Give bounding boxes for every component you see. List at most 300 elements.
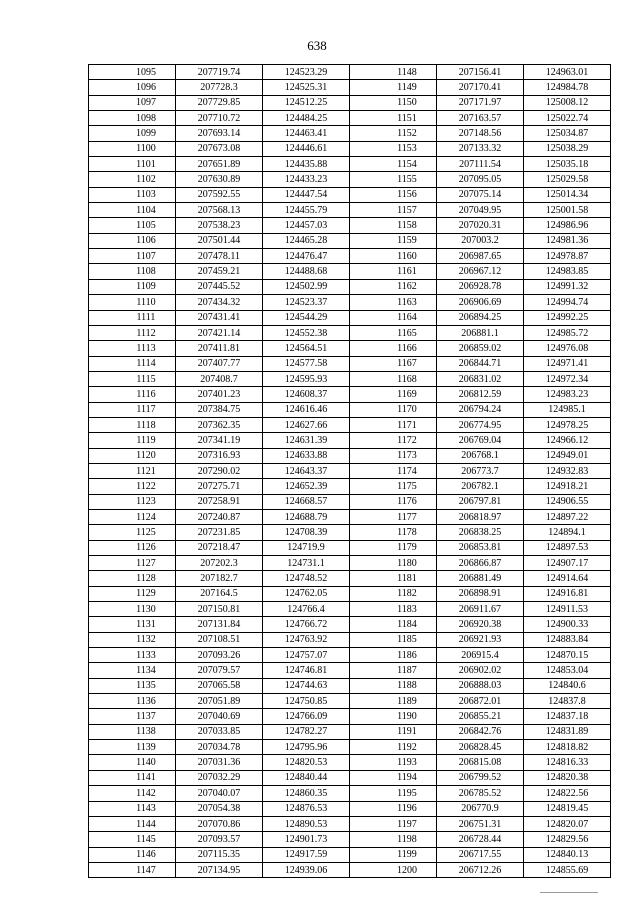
point-number-cell: 1172 (350, 433, 437, 448)
y-coordinate-cell: 124890.53 (263, 816, 350, 831)
y-coordinate-cell: 124916.81 (524, 586, 611, 601)
x-coordinate-cell: 207171.97 (437, 95, 524, 110)
point-number-cell: 1192 (350, 740, 437, 755)
y-coordinate-cell: 124939.06 (263, 862, 350, 877)
x-coordinate-cell: 207231.85 (176, 525, 263, 540)
point-number-cell: 1186 (350, 648, 437, 663)
y-coordinate-cell: 124985.72 (524, 325, 611, 340)
table-row (89, 279, 611, 294)
table-row (89, 417, 611, 432)
point-number-cell: 1146 (89, 847, 176, 862)
y-coordinate-cell: 125029.58 (524, 172, 611, 187)
y-coordinate-cell: 124917.59 (263, 847, 350, 862)
y-coordinate-cell: 124949.01 (524, 448, 611, 463)
x-coordinate-cell: 207240.87 (176, 509, 263, 524)
table-row (89, 694, 611, 709)
point-number-cell: 1154 (350, 157, 437, 172)
x-coordinate-cell: 207592.55 (176, 187, 263, 202)
y-coordinate-cell: 124484.25 (263, 111, 350, 126)
point-number-cell: 1131 (89, 617, 176, 632)
point-number-cell: 1135 (89, 678, 176, 693)
y-coordinate-cell: 125022.74 (524, 111, 611, 126)
y-coordinate-cell: 124831.89 (524, 724, 611, 739)
y-coordinate-cell: 124855.69 (524, 862, 611, 877)
x-coordinate-cell: 206920.38 (437, 617, 524, 632)
x-coordinate-cell: 207710.72 (176, 111, 263, 126)
table-row (89, 678, 611, 693)
y-coordinate-cell: 124746.81 (263, 663, 350, 678)
table-row (89, 832, 611, 847)
point-number-cell: 1193 (350, 755, 437, 770)
y-coordinate-cell: 124883.84 (524, 632, 611, 647)
point-number-cell: 1176 (350, 494, 437, 509)
table-row (89, 770, 611, 785)
y-coordinate-cell: 124971.41 (524, 356, 611, 371)
point-number-cell: 1188 (350, 678, 437, 693)
table-row (89, 218, 611, 233)
point-number-cell: 1200 (350, 862, 437, 877)
point-number-cell: 1108 (89, 264, 176, 279)
y-coordinate-cell: 124795.96 (263, 740, 350, 755)
point-number-cell: 1156 (350, 187, 437, 202)
y-coordinate-cell: 125001.58 (524, 203, 611, 218)
y-coordinate-cell: 124627.66 (263, 417, 350, 432)
table-row (89, 126, 611, 141)
x-coordinate-cell: 207033.85 (176, 724, 263, 739)
y-coordinate-cell: 124766.09 (263, 709, 350, 724)
y-coordinate-cell: 124433.23 (263, 172, 350, 187)
x-coordinate-cell: 207164.5 (176, 586, 263, 601)
y-coordinate-cell: 124763.92 (263, 632, 350, 647)
x-coordinate-cell: 207384.75 (176, 402, 263, 417)
y-coordinate-cell: 124819.45 (524, 801, 611, 816)
x-coordinate-cell: 207729.85 (176, 95, 263, 110)
y-coordinate-cell: 124455.79 (263, 203, 350, 218)
point-number-cell: 1126 (89, 540, 176, 555)
y-coordinate-cell: 124595.93 (263, 371, 350, 386)
x-coordinate-cell: 207693.14 (176, 126, 263, 141)
x-coordinate-cell: 207275.71 (176, 479, 263, 494)
point-number-cell: 1129 (89, 586, 176, 601)
point-number-cell: 1191 (350, 724, 437, 739)
y-coordinate-cell: 124643.37 (263, 463, 350, 478)
point-number-cell: 1182 (350, 586, 437, 601)
point-number-cell: 1125 (89, 525, 176, 540)
table-row (89, 233, 611, 248)
table-row (89, 847, 611, 862)
x-coordinate-cell: 207728.3 (176, 80, 263, 95)
y-coordinate-cell: 124837.8 (524, 694, 611, 709)
y-coordinate-cell: 124894.1 (524, 525, 611, 540)
y-coordinate-cell: 124876.53 (263, 801, 350, 816)
y-coordinate-cell: 124820.07 (524, 816, 611, 831)
x-coordinate-cell: 207421.14 (176, 325, 263, 340)
point-number-cell: 1142 (89, 786, 176, 801)
point-number-cell: 1163 (350, 295, 437, 310)
y-coordinate-cell: 124985.1 (524, 402, 611, 417)
y-coordinate-cell: 124512.25 (263, 95, 350, 110)
table-row (89, 95, 611, 110)
y-coordinate-cell: 125008.12 (524, 95, 611, 110)
y-coordinate-cell: 124829.56 (524, 832, 611, 847)
point-number-cell: 1159 (350, 233, 437, 248)
x-coordinate-cell: 207362.35 (176, 417, 263, 432)
table-row (89, 448, 611, 463)
x-coordinate-cell: 207651.89 (176, 157, 263, 172)
point-number-cell: 1167 (350, 356, 437, 371)
table-row (89, 586, 611, 601)
x-coordinate-cell: 207133.32 (437, 141, 524, 156)
x-coordinate-cell: 207258.91 (176, 494, 263, 509)
y-coordinate-cell: 124978.25 (524, 417, 611, 432)
coordinates-table-body (89, 65, 611, 878)
y-coordinate-cell: 124552.38 (263, 325, 350, 340)
table-row (89, 602, 611, 617)
y-coordinate-cell: 124900.33 (524, 617, 611, 632)
x-coordinate-cell: 206859.02 (437, 341, 524, 356)
y-coordinate-cell: 124994.74 (524, 295, 611, 310)
x-coordinate-cell: 206768.1 (437, 448, 524, 463)
x-coordinate-cell: 207218.47 (176, 540, 263, 555)
point-number-cell: 1104 (89, 203, 176, 218)
x-coordinate-cell: 207108.51 (176, 632, 263, 647)
x-coordinate-cell: 206928.78 (437, 279, 524, 294)
x-coordinate-cell: 207501.44 (176, 233, 263, 248)
x-coordinate-cell: 206881.49 (437, 571, 524, 586)
y-coordinate-cell: 124766.72 (263, 617, 350, 632)
y-coordinate-cell: 124983.23 (524, 387, 611, 402)
x-coordinate-cell: 207065.58 (176, 678, 263, 693)
table-row (89, 295, 611, 310)
x-coordinate-cell: 206866.87 (437, 556, 524, 571)
y-coordinate-cell: 124457.03 (263, 218, 350, 233)
x-coordinate-cell: 206838.25 (437, 525, 524, 540)
x-coordinate-cell: 207040.69 (176, 709, 263, 724)
x-coordinate-cell: 207434.32 (176, 295, 263, 310)
point-number-cell: 1157 (350, 203, 437, 218)
x-coordinate-cell: 207079.57 (176, 663, 263, 678)
y-coordinate-cell: 124978.87 (524, 249, 611, 264)
table-row (89, 525, 611, 540)
y-coordinate-cell: 124984.78 (524, 80, 611, 95)
point-number-cell: 1100 (89, 141, 176, 156)
table-row (89, 65, 611, 80)
x-coordinate-cell: 206770.9 (437, 801, 524, 816)
x-coordinate-cell: 207095.05 (437, 172, 524, 187)
x-coordinate-cell: 206872.01 (437, 694, 524, 709)
x-coordinate-cell: 206967.12 (437, 264, 524, 279)
y-coordinate-cell: 124757.07 (263, 648, 350, 663)
y-coordinate-cell: 124502.99 (263, 279, 350, 294)
y-coordinate-cell: 124631.39 (263, 433, 350, 448)
y-coordinate-cell: 124719.9 (263, 540, 350, 555)
point-number-cell: 1128 (89, 571, 176, 586)
page-number: 638 (307, 38, 327, 53)
point-number-cell: 1184 (350, 617, 437, 632)
y-coordinate-cell: 124907.17 (524, 556, 611, 571)
x-coordinate-cell: 206774.95 (437, 417, 524, 432)
table-row (89, 571, 611, 586)
point-number-cell: 1190 (350, 709, 437, 724)
x-coordinate-cell: 206773.7 (437, 463, 524, 478)
point-number-cell: 1195 (350, 786, 437, 801)
point-number-cell: 1196 (350, 801, 437, 816)
point-number-cell: 1173 (350, 448, 437, 463)
y-coordinate-cell: 124976.08 (524, 341, 611, 356)
y-coordinate-cell: 124840.44 (263, 770, 350, 785)
point-number-cell: 1171 (350, 417, 437, 432)
x-coordinate-cell: 207131.84 (176, 617, 263, 632)
y-coordinate-cell: 124608.37 (263, 387, 350, 402)
y-coordinate-cell: 124750.85 (263, 694, 350, 709)
y-coordinate-cell: 124966.12 (524, 433, 611, 448)
point-number-cell: 1095 (89, 65, 176, 80)
x-coordinate-cell: 206911.67 (437, 602, 524, 617)
point-number-cell: 1147 (89, 862, 176, 877)
y-coordinate-cell: 124991.32 (524, 279, 611, 294)
point-number-cell: 1133 (89, 648, 176, 663)
point-number-cell: 1127 (89, 556, 176, 571)
table-row (89, 755, 611, 770)
x-coordinate-cell: 206831.02 (437, 371, 524, 386)
point-number-cell: 1148 (350, 65, 437, 80)
x-coordinate-cell: 207111.54 (437, 157, 524, 172)
point-number-cell: 1120 (89, 448, 176, 463)
point-number-cell: 1138 (89, 724, 176, 739)
y-coordinate-cell: 124820.53 (263, 755, 350, 770)
point-number-cell: 1139 (89, 740, 176, 755)
y-coordinate-cell: 124820.38 (524, 770, 611, 785)
x-coordinate-cell: 206842.76 (437, 724, 524, 739)
x-coordinate-cell: 207568.13 (176, 203, 263, 218)
table-row (89, 141, 611, 156)
x-coordinate-cell: 206797.81 (437, 494, 524, 509)
x-coordinate-cell: 207156.41 (437, 65, 524, 80)
point-number-cell: 1164 (350, 310, 437, 325)
point-number-cell: 1155 (350, 172, 437, 187)
table-row (89, 632, 611, 647)
point-number-cell: 1132 (89, 632, 176, 647)
y-coordinate-cell: 124914.64 (524, 571, 611, 586)
x-coordinate-cell: 206828.45 (437, 740, 524, 755)
x-coordinate-cell: 206881.1 (437, 325, 524, 340)
point-number-cell: 1179 (350, 540, 437, 555)
point-number-cell: 1114 (89, 356, 176, 371)
x-coordinate-cell: 207445.52 (176, 279, 263, 294)
x-coordinate-cell: 206751.31 (437, 816, 524, 831)
y-coordinate-cell: 124523.37 (263, 295, 350, 310)
table-row (89, 371, 611, 386)
point-number-cell: 1112 (89, 325, 176, 340)
x-coordinate-cell: 206987.65 (437, 249, 524, 264)
point-number-cell: 1115 (89, 371, 176, 386)
y-coordinate-cell: 124906.55 (524, 494, 611, 509)
table-row (89, 172, 611, 187)
x-coordinate-cell: 206769.04 (437, 433, 524, 448)
y-coordinate-cell: 124544.29 (263, 310, 350, 325)
x-coordinate-cell: 206717.55 (437, 847, 524, 862)
point-number-cell: 1161 (350, 264, 437, 279)
table-row (89, 617, 611, 632)
x-coordinate-cell: 207163.57 (437, 111, 524, 126)
y-coordinate-cell: 124564.51 (263, 341, 350, 356)
point-number-cell: 1134 (89, 663, 176, 678)
y-coordinate-cell: 124972.34 (524, 371, 611, 386)
point-number-cell: 1144 (89, 816, 176, 831)
y-coordinate-cell: 124897.53 (524, 540, 611, 555)
point-number-cell: 1189 (350, 694, 437, 709)
y-coordinate-cell: 124860.35 (263, 786, 350, 801)
point-number-cell: 1143 (89, 801, 176, 816)
y-coordinate-cell: 124818.82 (524, 740, 611, 755)
x-coordinate-cell: 207040.07 (176, 786, 263, 801)
y-coordinate-cell: 124688.79 (263, 509, 350, 524)
point-number-cell: 1174 (350, 463, 437, 478)
x-coordinate-cell: 207051.89 (176, 694, 263, 709)
table-row (89, 249, 611, 264)
y-coordinate-cell: 124447.54 (263, 187, 350, 202)
y-coordinate-cell: 124822.56 (524, 786, 611, 801)
x-coordinate-cell: 206712.26 (437, 862, 524, 877)
x-coordinate-cell: 207049.95 (437, 203, 524, 218)
y-coordinate-cell: 124983.85 (524, 264, 611, 279)
x-coordinate-cell: 207032.29 (176, 770, 263, 785)
y-coordinate-cell: 124816.33 (524, 755, 611, 770)
y-coordinate-cell: 124652.39 (263, 479, 350, 494)
y-coordinate-cell: 124911.53 (524, 602, 611, 617)
point-number-cell: 1197 (350, 816, 437, 831)
table-row (89, 740, 611, 755)
x-coordinate-cell: 207630.89 (176, 172, 263, 187)
table-row (89, 433, 611, 448)
point-number-cell: 1118 (89, 417, 176, 432)
point-number-cell: 1101 (89, 157, 176, 172)
table-row (89, 479, 611, 494)
y-coordinate-cell: 125038.29 (524, 141, 611, 156)
x-coordinate-cell: 207115.35 (176, 847, 263, 862)
y-coordinate-cell: 124870.15 (524, 648, 611, 663)
point-number-cell: 1199 (350, 847, 437, 862)
y-coordinate-cell: 124577.58 (263, 356, 350, 371)
point-number-cell: 1099 (89, 126, 176, 141)
x-coordinate-cell: 207170.41 (437, 80, 524, 95)
x-coordinate-cell: 207003.2 (437, 233, 524, 248)
table-row (89, 801, 611, 816)
table-row (89, 663, 611, 678)
point-number-cell: 1150 (350, 95, 437, 110)
x-coordinate-cell: 207459.21 (176, 264, 263, 279)
x-coordinate-cell: 207401.23 (176, 387, 263, 402)
y-coordinate-cell: 124463.41 (263, 126, 350, 141)
x-coordinate-cell: 207182.7 (176, 571, 263, 586)
y-coordinate-cell: 124744.63 (263, 678, 350, 693)
y-coordinate-cell: 124476.47 (263, 249, 350, 264)
table-row (89, 341, 611, 356)
y-coordinate-cell: 124748.52 (263, 571, 350, 586)
y-coordinate-cell: 124616.46 (263, 402, 350, 417)
point-number-cell: 1121 (89, 463, 176, 478)
table-row (89, 648, 611, 663)
table-row (89, 509, 611, 524)
point-number-cell: 1151 (350, 111, 437, 126)
point-number-cell: 1113 (89, 341, 176, 356)
y-coordinate-cell: 124992.25 (524, 310, 611, 325)
x-coordinate-cell: 207093.26 (176, 648, 263, 663)
x-coordinate-cell: 206794.24 (437, 402, 524, 417)
table-row (89, 463, 611, 478)
table-row (89, 157, 611, 172)
y-coordinate-cell: 124633.88 (263, 448, 350, 463)
table-row (89, 556, 611, 571)
point-number-cell: 1153 (350, 141, 437, 156)
table-row (89, 111, 611, 126)
table-row (89, 187, 611, 202)
y-coordinate-cell: 124523.29 (263, 65, 350, 80)
x-coordinate-cell: 207341.19 (176, 433, 263, 448)
x-coordinate-cell: 206853.81 (437, 540, 524, 555)
point-number-cell: 1097 (89, 95, 176, 110)
table-row (89, 816, 611, 831)
x-coordinate-cell: 206855.21 (437, 709, 524, 724)
table-row (89, 80, 611, 95)
y-coordinate-cell: 124840.6 (524, 678, 611, 693)
point-number-cell: 1170 (350, 402, 437, 417)
point-number-cell: 1123 (89, 494, 176, 509)
point-number-cell: 1181 (350, 571, 437, 586)
x-coordinate-cell: 207408.7 (176, 371, 263, 386)
x-coordinate-cell: 206888.03 (437, 678, 524, 693)
x-coordinate-cell: 206898.91 (437, 586, 524, 601)
x-coordinate-cell: 207150.81 (176, 602, 263, 617)
point-number-cell: 1119 (89, 433, 176, 448)
x-coordinate-cell: 206785.52 (437, 786, 524, 801)
x-coordinate-cell: 206799.52 (437, 770, 524, 785)
y-coordinate-cell: 124963.01 (524, 65, 611, 80)
x-coordinate-cell: 207075.14 (437, 187, 524, 202)
point-number-cell: 1136 (89, 694, 176, 709)
table-row (89, 786, 611, 801)
point-number-cell: 1169 (350, 387, 437, 402)
point-number-cell: 1158 (350, 218, 437, 233)
point-number-cell: 1116 (89, 387, 176, 402)
table-row (89, 310, 611, 325)
y-coordinate-cell: 124897.22 (524, 509, 611, 524)
x-coordinate-cell: 206915.4 (437, 648, 524, 663)
x-coordinate-cell: 207031.36 (176, 755, 263, 770)
x-coordinate-cell: 206818.97 (437, 509, 524, 524)
point-number-cell: 1122 (89, 479, 176, 494)
x-coordinate-cell: 207316.93 (176, 448, 263, 463)
point-number-cell: 1198 (350, 832, 437, 847)
x-coordinate-cell: 206921.93 (437, 632, 524, 647)
y-coordinate-cell: 124525.31 (263, 80, 350, 95)
point-number-cell: 1183 (350, 602, 437, 617)
point-number-cell: 1187 (350, 663, 437, 678)
y-coordinate-cell: 124837.18 (524, 709, 611, 724)
table-row (89, 203, 611, 218)
point-number-cell: 1130 (89, 602, 176, 617)
point-number-cell: 1152 (350, 126, 437, 141)
point-number-cell: 1107 (89, 249, 176, 264)
x-coordinate-cell: 207093.57 (176, 832, 263, 847)
point-number-cell: 1103 (89, 187, 176, 202)
table-row (89, 387, 611, 402)
point-number-cell: 1145 (89, 832, 176, 847)
point-number-cell: 1166 (350, 341, 437, 356)
y-coordinate-cell: 125035.18 (524, 157, 611, 172)
x-coordinate-cell: 207411.81 (176, 341, 263, 356)
y-coordinate-cell: 124853.04 (524, 663, 611, 678)
